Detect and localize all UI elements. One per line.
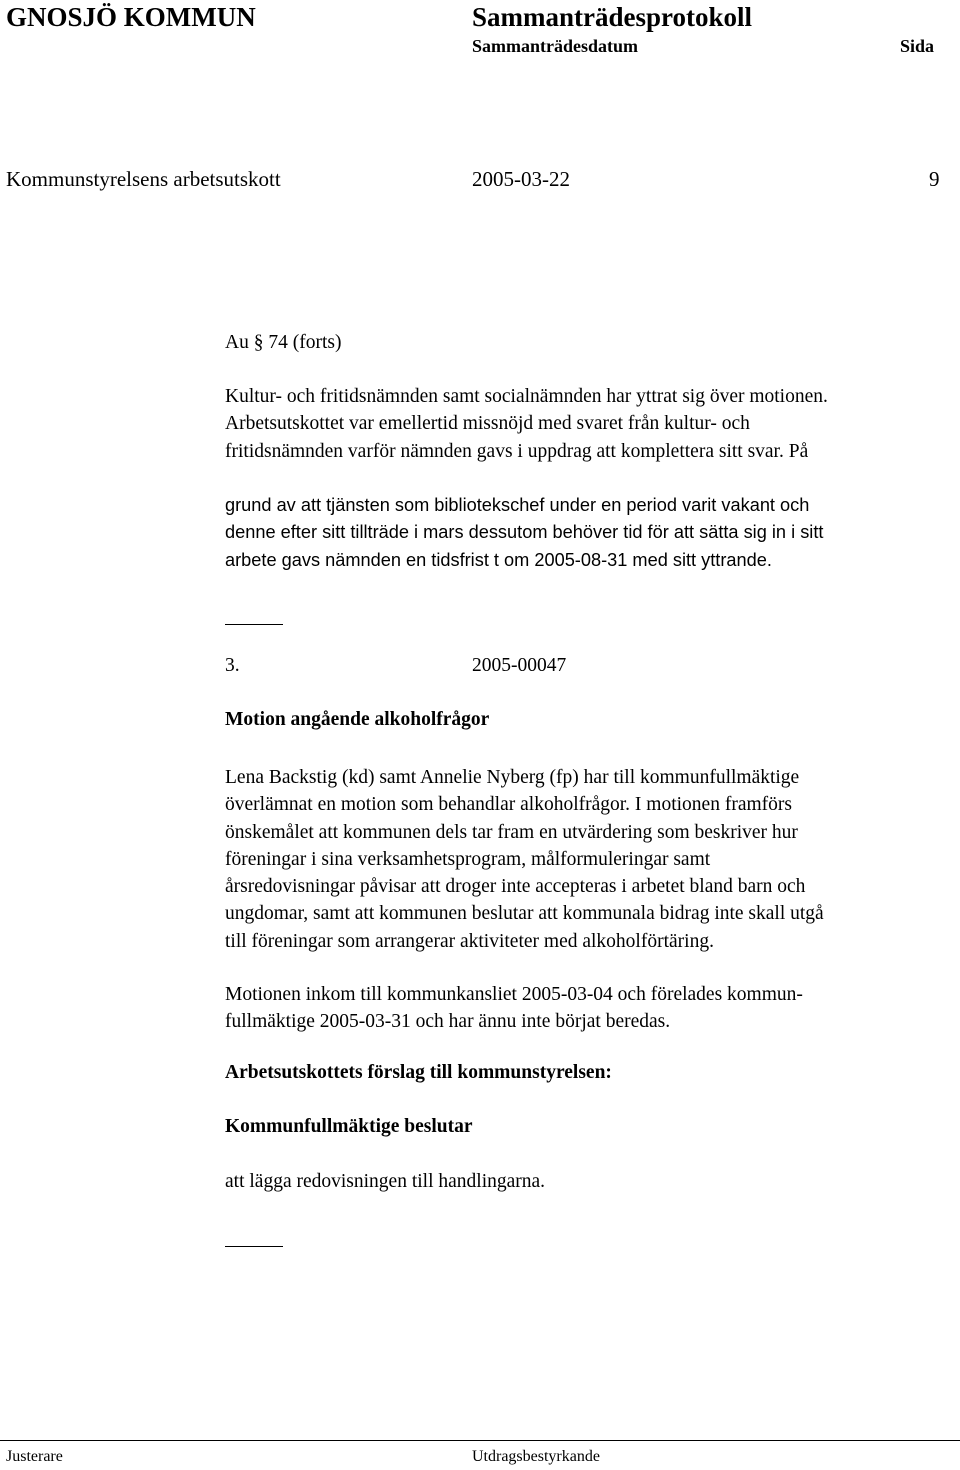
separator-rule	[225, 624, 283, 625]
footer-rule	[0, 1440, 960, 1441]
paragraph-received	[225, 981, 945, 1036]
text-line: Motionen inkom till kommunkansliet 2005-03-04 och förelades kommun-	[225, 984, 803, 1005]
text-line: Lena Backstig (kd) samt Annelie Nyberg (fp) har till kommunfullmäktige	[225, 767, 800, 788]
section-reference: Au § 74 (forts)	[225, 332, 342, 353]
text-line: önskemålet att kommunen dels tar fram en utvärdering som beskriver hur	[225, 821, 798, 843]
text-line: fritidsnämnden varför nämnden gavs i uppdrag att komplettera sitt svar. På	[225, 440, 809, 462]
item-number: 3.	[225, 655, 240, 676]
meeting-date-label: Sammanträdesdatum	[472, 36, 639, 56]
separator-rule	[225, 1246, 283, 1247]
page-label: Sida	[900, 36, 935, 56]
meeting-date: 2005-03-22	[472, 167, 570, 191]
paragraph-background	[225, 383, 945, 465]
text-line: ungdomar, samt att kommunen beslutar att kommunala bidrag inte skall utgå	[225, 903, 824, 925]
proposal-heading: Arbetsutskottets förslag till kommunstyrelsen:	[225, 1062, 612, 1083]
text-line: arbete gavs nämnden en tidsfrist t om 2005-08-31 med sitt yttrande.	[225, 549, 772, 570]
page-number: 9	[929, 167, 940, 191]
text-line: denne efter sitt tillträde i mars dessutom behöver tid för att sätta sig in i sitt	[225, 522, 824, 543]
text-line: överlämnat en motion som behandlar alkoholfrågor. I motionen framförs	[225, 794, 792, 816]
text-line: Arbetsutskottet var emellertid missnöjd med svaret från kultur- och	[225, 413, 750, 435]
signer-label: Justerare	[6, 1448, 63, 1465]
case-number: 2005-00047	[472, 655, 567, 676]
text-line: till föreningar som arrangerar aktiviteter med alkoholförtäring.	[225, 930, 714, 952]
decision-text: att lägga redovisningen till handlingarna.	[225, 1171, 546, 1192]
item-title: Motion angående alkoholfrågor	[225, 709, 490, 730]
text-line: grund av att tjänsten som bibliotekschef under en period varit vakant och	[225, 495, 810, 515]
decision-heading: Kommunfullmäktige beslutar	[225, 1116, 473, 1137]
committee-name: Kommunstyrelsens arbetsutskott	[6, 167, 281, 191]
paragraph-motion	[225, 764, 945, 955]
document-type: Sammanträdesprotokoll	[472, 2, 753, 32]
paragraph-extension	[225, 492, 945, 574]
municipality-name: GNOSJÖ KOMMUN	[6, 2, 256, 32]
text-line: föreningar i sina verksamhetsprogram, målformuleringar samt	[225, 848, 711, 870]
text-line: fullmäktige 2005-03-31 och har ännu inte börjat beredas.	[225, 1011, 671, 1033]
certifier-label: Utdragsbestyrkande	[472, 1448, 600, 1465]
text-line: årsredovisningar påvisar att droger inte accepteras i arbetet bland barn och	[225, 876, 806, 898]
text-line: Kultur- och fritidsnämnden samt socialnämnden har yttrat sig över motionen.	[225, 386, 828, 407]
